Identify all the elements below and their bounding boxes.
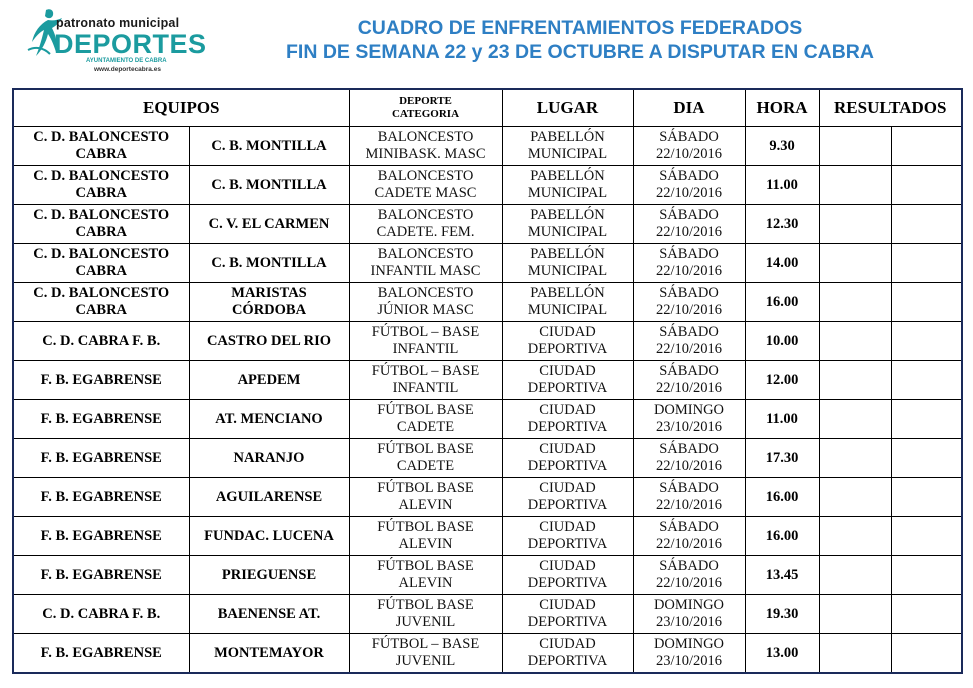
- home-team-line: F. B. EGABRENSE: [40, 644, 162, 661]
- hora: 16.00: [745, 517, 819, 556]
- deporte-categoria-line: ALEVIN: [398, 497, 453, 513]
- result-cell[interactable]: [819, 517, 891, 556]
- dia-line: 22/10/2016: [655, 302, 723, 318]
- result-cell[interactable]: [891, 634, 962, 674]
- header-deporte-line2: CATEGORIA: [391, 108, 460, 120]
- table-row: [13, 439, 962, 478]
- schedule-body: [13, 127, 962, 674]
- lugar-line: MUNICIPAL: [527, 263, 608, 279]
- dia: [633, 556, 745, 595]
- dia: [633, 166, 745, 205]
- result-cell[interactable]: [891, 478, 962, 517]
- dia-line: SÁBADO: [659, 246, 719, 262]
- lugar-line: PABELLÓN: [530, 285, 605, 301]
- dia-line: 22/10/2016: [655, 263, 723, 279]
- lugar-line: DEPORTIVA: [527, 536, 608, 552]
- lugar-line: CIUDAD: [539, 402, 596, 418]
- table-row: [13, 322, 962, 361]
- lugar: [502, 478, 633, 517]
- home-team-line: CABRA: [75, 224, 128, 240]
- home-team: [13, 127, 189, 166]
- dia: [633, 322, 745, 361]
- home-team: [13, 205, 189, 244]
- table-row: [13, 205, 962, 244]
- deporte-categoria: [349, 322, 502, 361]
- dia-line: 22/10/2016: [655, 575, 723, 591]
- away-team: [189, 283, 349, 322]
- deporte-categoria-line: BALONCESTO: [377, 246, 474, 262]
- dia-line: SÁBADO: [659, 168, 719, 184]
- title-line1: CUADRO DE ENFRENTAMIENTOS FEDERADOS: [357, 17, 803, 39]
- away-team: [189, 127, 349, 166]
- result-cell[interactable]: [891, 244, 962, 283]
- result-cell[interactable]: [891, 595, 962, 634]
- header-deporte: [349, 89, 502, 127]
- away-team: [189, 634, 349, 674]
- deporte-categoria: [349, 478, 502, 517]
- result-cell[interactable]: [891, 439, 962, 478]
- deporte-categoria-line: INFANTIL MASC: [370, 263, 481, 279]
- lugar-line: CIUDAD: [539, 558, 596, 574]
- deporte-categoria-line: JÚNIOR MASC: [377, 302, 474, 318]
- deporte-categoria-line: CADETE: [396, 458, 455, 474]
- deporte-categoria-line: BALONCESTO: [377, 168, 474, 184]
- away-team-line: MONTEMAYOR: [214, 644, 324, 661]
- deporte-categoria-line: FÚTBOL – BASE: [371, 324, 480, 340]
- lugar-line: DEPORTIVA: [527, 380, 608, 396]
- home-team-line: CABRA: [75, 185, 128, 201]
- hora: 10.00: [745, 322, 819, 361]
- result-cell[interactable]: [891, 556, 962, 595]
- away-team-line: C. V. EL CARMEN: [208, 215, 330, 232]
- deporte-categoria-line: ALEVIN: [398, 575, 453, 591]
- header-hora: HORA: [745, 89, 819, 127]
- hora: 13.00: [745, 634, 819, 674]
- result-cell[interactable]: [891, 166, 962, 205]
- result-cell[interactable]: [819, 244, 891, 283]
- away-team: [189, 517, 349, 556]
- home-team: [13, 361, 189, 400]
- deporte-categoria: [349, 556, 502, 595]
- table-row: [13, 595, 962, 634]
- lugar: [502, 634, 633, 674]
- deporte-categoria-line: FÚTBOL BASE: [377, 480, 474, 496]
- schedule-table: [12, 88, 963, 674]
- lugar-line: DEPORTIVA: [527, 419, 608, 435]
- dia-line: 22/10/2016: [655, 224, 723, 240]
- home-team-line: F. B. EGABRENSE: [40, 488, 162, 505]
- header-equipos: EQUIPOS: [13, 89, 349, 127]
- deporte-categoria-line: BALONCESTO: [377, 285, 474, 301]
- dia: [633, 361, 745, 400]
- hora: 17.30: [745, 439, 819, 478]
- lugar-line: MUNICIPAL: [527, 185, 608, 201]
- lugar-line: CIUDAD: [539, 597, 596, 613]
- dia-line: SÁBADO: [659, 285, 719, 301]
- dia-line: 22/10/2016: [655, 380, 723, 396]
- deporte-categoria-line: INFANTIL: [392, 341, 459, 357]
- lugar-line: PABELLÓN: [530, 246, 605, 262]
- dia-line: 23/10/2016: [655, 419, 723, 435]
- result-cell[interactable]: [891, 400, 962, 439]
- deporte-categoria-line: FÚTBOL BASE: [377, 558, 474, 574]
- home-team-line: C. D. CABRA F. B.: [42, 332, 161, 349]
- hora: 11.00: [745, 400, 819, 439]
- dia: [633, 634, 745, 674]
- dia-line: SÁBADO: [659, 519, 719, 535]
- deporte-categoria-line: JUVENIL: [395, 614, 456, 630]
- dia-line: DOMINGO: [653, 402, 725, 418]
- dia-line: SÁBADO: [659, 324, 719, 340]
- dia-line: SÁBADO: [659, 363, 719, 379]
- deporte-categoria-line: CADETE MASC: [374, 185, 477, 201]
- home-team: [13, 595, 189, 634]
- hora: 19.30: [745, 595, 819, 634]
- away-team-line: BAENENSE AT.: [217, 605, 321, 622]
- deporte-categoria-line: FÚTBOL – BASE: [371, 363, 480, 379]
- home-team: [13, 478, 189, 517]
- dia: [633, 127, 745, 166]
- lugar-line: DEPORTIVA: [527, 458, 608, 474]
- result-cell[interactable]: [819, 439, 891, 478]
- hora: 13.45: [745, 556, 819, 595]
- deporte-categoria-line: FÚTBOL BASE: [377, 519, 474, 535]
- dia-line: 22/10/2016: [655, 185, 723, 201]
- home-team-line: CABRA: [75, 302, 128, 318]
- home-team-line: F. B. EGABRENSE: [40, 566, 162, 583]
- dia-line: 23/10/2016: [655, 614, 723, 630]
- dia: [633, 244, 745, 283]
- dia: [633, 517, 745, 556]
- home-team-line: F. B. EGABRENSE: [40, 527, 162, 544]
- logo-line3: AYUNTAMIENTO DE CABRA: [86, 58, 167, 64]
- away-team-line: CASTRO DEL RIO: [206, 332, 332, 349]
- result-cell[interactable]: [891, 283, 962, 322]
- away-team-line: APEDEM: [237, 371, 301, 388]
- deporte-categoria: [349, 595, 502, 634]
- away-team-line: PRIEGUENSE: [221, 566, 317, 583]
- dia-line: SÁBADO: [659, 480, 719, 496]
- deporte-categoria-line: MINIBASK. MASC: [365, 146, 486, 162]
- lugar-line: CIUDAD: [539, 324, 596, 340]
- lugar: [502, 556, 633, 595]
- deporte-categoria-line: CADETE. FEM.: [376, 224, 475, 240]
- away-team-line: NARANJO: [233, 449, 305, 466]
- deporte-categoria: [349, 400, 502, 439]
- deporte-categoria: [349, 127, 502, 166]
- lugar-line: MUNICIPAL: [527, 302, 608, 318]
- deporte-categoria: [349, 166, 502, 205]
- lugar-line: PABELLÓN: [530, 168, 605, 184]
- away-team: [189, 166, 349, 205]
- deporte-categoria-line: CADETE: [396, 419, 455, 435]
- table-row: [13, 361, 962, 400]
- result-cell[interactable]: [819, 634, 891, 674]
- home-team: [13, 634, 189, 674]
- table-row: [13, 166, 962, 205]
- home-team-line: F. B. EGABRENSE: [40, 449, 162, 466]
- lugar: [502, 439, 633, 478]
- result-cell[interactable]: [819, 361, 891, 400]
- home-team-line: C. D. BALONCESTO: [33, 129, 170, 145]
- away-team-line: CÓRDOBA: [231, 302, 307, 318]
- result-cell[interactable]: [819, 166, 891, 205]
- hora: 9.30: [745, 127, 819, 166]
- deporte-categoria-line: FÚTBOL BASE: [377, 597, 474, 613]
- home-team: [13, 244, 189, 283]
- page-title: [200, 16, 960, 64]
- lugar-line: DEPORTIVA: [527, 575, 608, 591]
- lugar: [502, 595, 633, 634]
- lugar-line: PABELLÓN: [530, 207, 605, 223]
- table-row: [13, 517, 962, 556]
- dia: [633, 439, 745, 478]
- deporte-categoria-line: JUVENIL: [395, 653, 456, 669]
- result-cell[interactable]: [819, 127, 891, 166]
- lugar: [502, 400, 633, 439]
- away-team-line: AT. MENCIANO: [215, 410, 323, 427]
- result-cell[interactable]: [891, 322, 962, 361]
- away-team-line: C. B. MONTILLA: [211, 254, 327, 271]
- away-team: [189, 244, 349, 283]
- dia: [633, 283, 745, 322]
- away-team: [189, 478, 349, 517]
- dia-line: 23/10/2016: [655, 653, 723, 669]
- dia-line: SÁBADO: [659, 207, 719, 223]
- hora: 14.00: [745, 244, 819, 283]
- hora: 16.00: [745, 283, 819, 322]
- dia-line: DOMINGO: [653, 597, 725, 613]
- result-cell[interactable]: [819, 400, 891, 439]
- header-resultados: RESULTADOS: [819, 89, 962, 127]
- table-row: [13, 556, 962, 595]
- hora: 12.00: [745, 361, 819, 400]
- away-team: [189, 595, 349, 634]
- lugar: [502, 205, 633, 244]
- deporte-categoria-line: FÚTBOL BASE: [377, 441, 474, 457]
- hora: 12.30: [745, 205, 819, 244]
- home-team-line: CABRA: [75, 146, 128, 162]
- deporte-categoria: [349, 361, 502, 400]
- deporte-categoria: [349, 439, 502, 478]
- lugar: [502, 166, 633, 205]
- lugar-line: CIUDAD: [539, 636, 596, 652]
- result-cell[interactable]: [891, 205, 962, 244]
- dia-line: SÁBADO: [659, 129, 719, 145]
- away-team-line: MARISTAS: [231, 285, 307, 301]
- deporte-categoria: [349, 205, 502, 244]
- result-cell[interactable]: [819, 478, 891, 517]
- hora: 11.00: [745, 166, 819, 205]
- dia: [633, 595, 745, 634]
- result-cell[interactable]: [891, 517, 962, 556]
- away-team-line: FUNDAC. LUCENA: [204, 527, 334, 544]
- home-team-line: C. D. BALONCESTO: [33, 246, 170, 262]
- dia: [633, 478, 745, 517]
- away-team: [189, 322, 349, 361]
- lugar-line: MUNICIPAL: [527, 224, 608, 240]
- lugar-line: CIUDAD: [539, 441, 596, 457]
- dia-line: 22/10/2016: [655, 536, 723, 552]
- deporte-categoria: [349, 517, 502, 556]
- deporte-categoria: [349, 283, 502, 322]
- dia: [633, 205, 745, 244]
- result-cell[interactable]: [819, 205, 891, 244]
- away-team: [189, 556, 349, 595]
- table-row: [13, 127, 962, 166]
- table-row: [13, 478, 962, 517]
- result-cell[interactable]: [819, 283, 891, 322]
- deporte-categoria-line: INFANTIL: [392, 380, 459, 396]
- logo-line2: DEPORTES: [54, 29, 207, 59]
- home-team-line: F. B. EGABRENSE: [40, 410, 162, 427]
- home-team: [13, 400, 189, 439]
- home-team: [13, 322, 189, 361]
- lugar: [502, 517, 633, 556]
- deporte-categoria: [349, 634, 502, 674]
- lugar-line: CIUDAD: [539, 480, 596, 496]
- lugar-line: DEPORTIVA: [527, 341, 608, 357]
- deporte-categoria: [349, 244, 502, 283]
- away-team-line: C. B. MONTILLA: [211, 137, 327, 154]
- lugar-line: DEPORTIVA: [527, 614, 608, 630]
- dia-line: SÁBADO: [659, 558, 719, 574]
- home-team: [13, 283, 189, 322]
- patronato-logo: [26, 6, 207, 76]
- away-team-line: C. B. MONTILLA: [211, 176, 327, 193]
- table-row: [13, 400, 962, 439]
- result-cell[interactable]: [891, 361, 962, 400]
- lugar: [502, 127, 633, 166]
- table-row: [13, 283, 962, 322]
- away-team-line: AGUILARENSE: [215, 488, 323, 505]
- result-cell[interactable]: [891, 127, 962, 166]
- header-row: [13, 89, 962, 127]
- header-dia: DIA: [633, 89, 745, 127]
- away-team: [189, 439, 349, 478]
- deporte-categoria-line: FÚTBOL – BASE: [371, 636, 480, 652]
- title-line2: FIN DE SEMANA 22 y 23 DE OCTUBRE A DISPUTAR EN CABRA: [286, 41, 874, 63]
- result-cell[interactable]: [819, 595, 891, 634]
- dia-line: 22/10/2016: [655, 497, 723, 513]
- dia-line: DOMINGO: [653, 636, 725, 652]
- lugar-line: DEPORTIVA: [527, 497, 608, 513]
- home-team: [13, 517, 189, 556]
- home-team-line: CABRA: [75, 263, 128, 279]
- lugar: [502, 322, 633, 361]
- home-team-line: C. D. CABRA F. B.: [42, 605, 161, 622]
- lugar-line: PABELLÓN: [530, 129, 605, 145]
- deporte-categoria-line: FÚTBOL BASE: [377, 402, 474, 418]
- deporte-categoria-line: ALEVIN: [398, 536, 453, 552]
- away-team: [189, 361, 349, 400]
- lugar: [502, 361, 633, 400]
- table-row: [13, 634, 962, 674]
- logo-website: www.deportecabra.es: [94, 66, 161, 73]
- lugar-line: MUNICIPAL: [527, 146, 608, 162]
- lugar: [502, 283, 633, 322]
- logo-line1: patronato municipal: [56, 16, 180, 30]
- home-team: [13, 166, 189, 205]
- home-team-line: C. D. BALONCESTO: [33, 207, 170, 223]
- home-team: [13, 439, 189, 478]
- lugar-line: DEPORTIVA: [527, 653, 608, 669]
- header-lugar: LUGAR: [502, 89, 633, 127]
- result-cell[interactable]: [819, 322, 891, 361]
- table-row: [13, 244, 962, 283]
- result-cell[interactable]: [819, 556, 891, 595]
- home-team-line: C. D. BALONCESTO: [33, 168, 170, 184]
- hora: 16.00: [745, 478, 819, 517]
- dia: [633, 400, 745, 439]
- home-team-line: F. B. EGABRENSE: [40, 371, 162, 388]
- home-team-line: C. D. BALONCESTO: [33, 285, 170, 301]
- lugar: [502, 244, 633, 283]
- home-team: [13, 556, 189, 595]
- dia-line: 22/10/2016: [655, 458, 723, 474]
- deporte-categoria-line: BALONCESTO: [377, 129, 474, 145]
- dia-line: SÁBADO: [659, 441, 719, 457]
- header-deporte-line1: DEPORTE: [399, 95, 452, 107]
- lugar-line: CIUDAD: [539, 363, 596, 379]
- away-team: [189, 205, 349, 244]
- lugar-line: CIUDAD: [539, 519, 596, 535]
- dia-line: 22/10/2016: [655, 341, 723, 357]
- away-team: [189, 400, 349, 439]
- dia-line: 22/10/2016: [655, 146, 723, 162]
- deporte-categoria-line: BALONCESTO: [377, 207, 474, 223]
